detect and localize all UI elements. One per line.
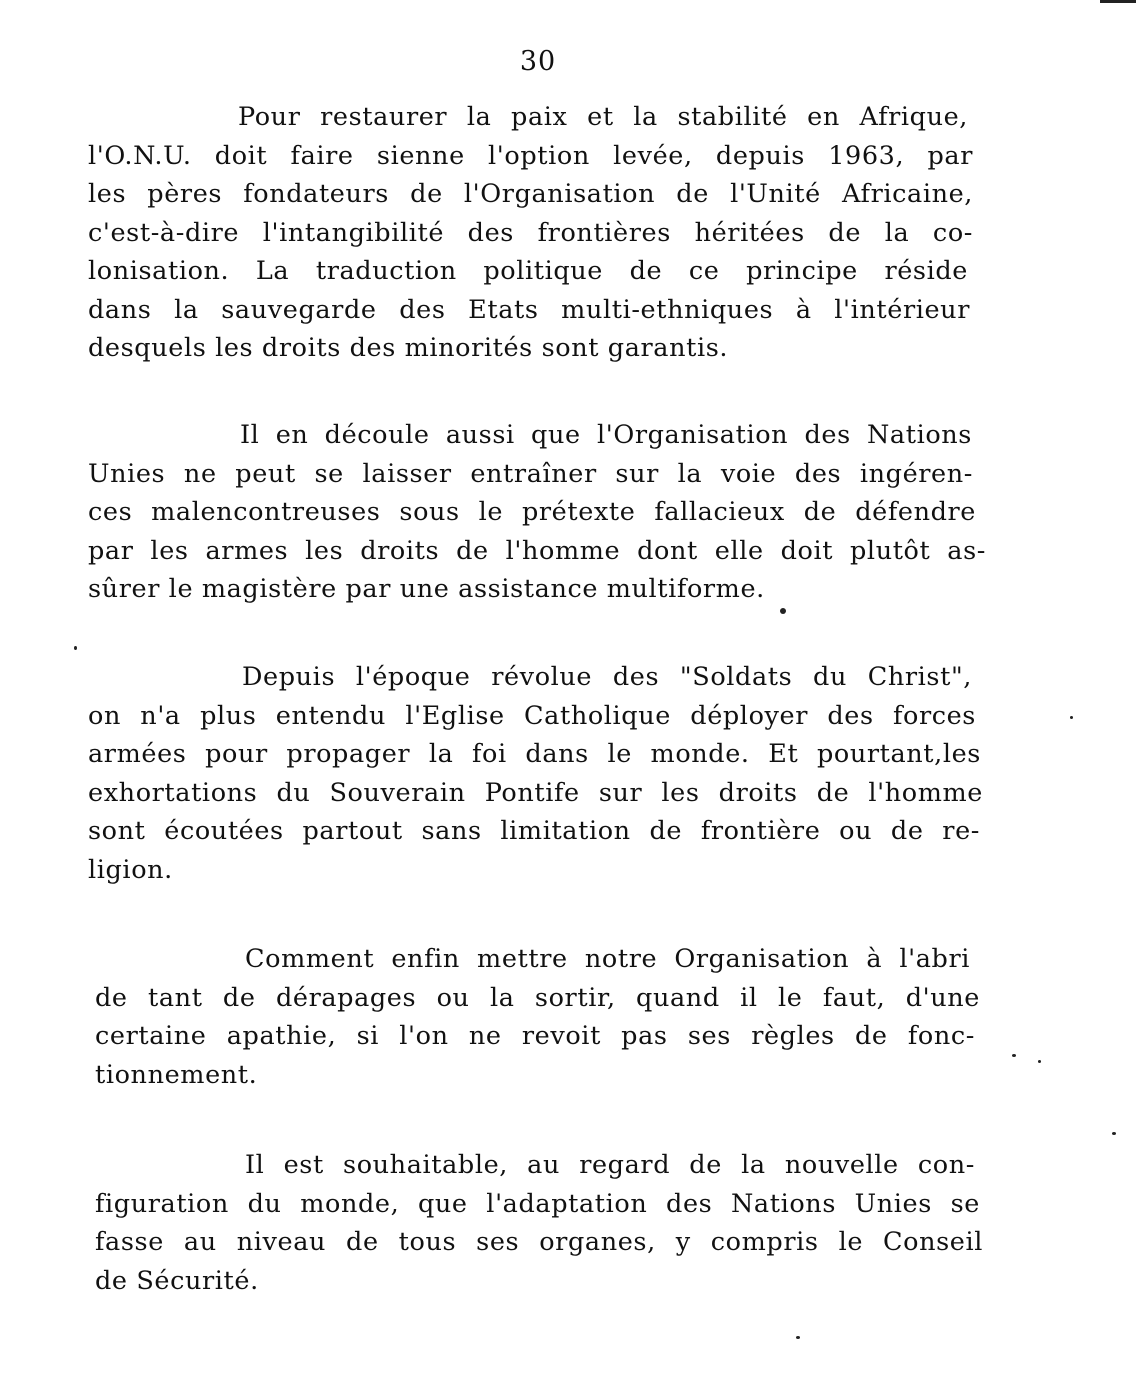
paragraph-line: Comment enfin mettre notre Organisation à l'abri — [245, 944, 970, 974]
paragraph-line: figuration du monde, que l'adaptation des Nations Unies se — [95, 1188, 980, 1219]
paragraph-line: sûrer le magistère par une assistance multiforme. — [88, 574, 765, 604]
paragraph-line: c'est-à-dire l'intangibilité des frontières héritées de la co- — [88, 217, 973, 248]
scan-speck — [1038, 1060, 1041, 1063]
page-number: 30 — [519, 46, 557, 77]
paragraph-line: Il est souhaitable, au regard de la nouvelle con- — [245, 1150, 975, 1180]
paragraph-line: de tant de dérapages ou la sortir, quand il le faut, d'une — [95, 982, 980, 1013]
paragraph-line: de Sécurité. — [95, 1265, 259, 1296]
paragraph-line: ligion. — [88, 854, 173, 885]
paragraph-line: tionnement. — [95, 1059, 258, 1090]
paragraph-line: desquels les droits des minorités sont garantis. — [88, 333, 729, 363]
paragraph-line: lonisation. La traduction politique de ce principe réside — [88, 256, 968, 286]
scan-speck — [74, 646, 77, 650]
paragraph-line: fasse au niveau de tous ses organes, y compris le Conseil — [95, 1227, 983, 1257]
scan-speck — [1112, 1132, 1116, 1135]
paragraph-4 — [95, 940, 980, 1094]
scan-speck — [796, 1336, 800, 1339]
paragraph-line: Pour restaurer la paix et la stabilité en Afrique, — [238, 102, 968, 132]
scan-speck — [780, 608, 786, 614]
paragraph-line: sont écoutées partout sans limitation de frontière ou de re- — [88, 816, 980, 846]
paragraph-line: Depuis l'époque révolue des "Soldats du Christ", — [242, 662, 972, 692]
paragraph-5 — [95, 1146, 985, 1300]
paragraph-line: Il en découle aussi que l'Organisation des Nations — [240, 420, 972, 450]
paragraph-line: par les armes les droits de l'homme dont elle doit plutôt as- — [88, 535, 986, 566]
scan-speck — [1012, 1054, 1016, 1057]
paragraph-line: Unies ne peut se laisser entraîner sur la voie des ingéren- — [88, 458, 973, 489]
paragraph-line: exhortations du Souverain Pontife sur les droits de l'homme — [88, 777, 983, 808]
paragraph-1 — [88, 98, 988, 368]
paragraph-line: armées pour propager la foi dans le monde. Et pourtant,les — [88, 739, 981, 769]
paragraph-line: les pères fondateurs de l'Organisation de l'Unité Africaine, — [88, 179, 973, 209]
paragraph-line: on n'a plus entendu l'Eglise Catholique déployer des forces — [88, 700, 976, 731]
paragraph-line: certaine apathie, si l'on ne revoit pas ses règles de fonc- — [95, 1021, 975, 1051]
paragraph-line: l'O.N.U. doit faire sienne l'option levée, depuis 1963, par — [88, 140, 973, 171]
scan-edge-mark — [1100, 0, 1136, 3]
paragraph-2 — [88, 416, 988, 609]
paragraph-3 — [88, 658, 988, 889]
scan-speck — [1070, 716, 1073, 719]
paragraph-line: ces malencontreuses sous le prétexte fallacieux de défendre — [88, 497, 976, 527]
paragraph-line: dans la sauvegarde des Etats multi-ethniques à l'intérieur — [88, 294, 970, 325]
